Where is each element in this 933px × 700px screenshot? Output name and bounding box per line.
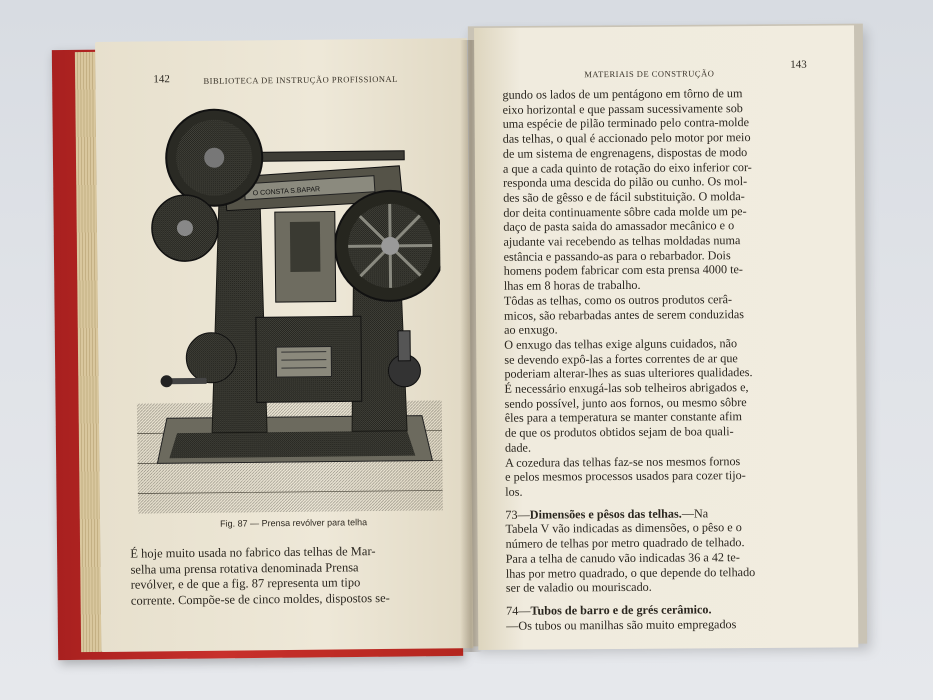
right-running-head: MATERIAIS DE CONSTRUÇÃO (584, 68, 715, 80)
section-number: 74— (506, 603, 531, 618)
text-line: des são de gêsso e de fácil substituição. O molda- (503, 189, 745, 205)
text-line: das telhas, o qual é accionado pelo motor por meio (502, 130, 751, 146)
figure-caption: Fig. 87 — Prensa revólver para telha (219, 517, 368, 529)
section-heading-rest: —Na (681, 506, 709, 521)
text-line: revólver, e de que a fig. 87 representa um tipo (130, 575, 361, 592)
text-line: los. (505, 484, 523, 499)
section-number: 73— (505, 507, 530, 522)
text-line: homens podem fabricar com esta prensa 4000 te- (503, 262, 744, 279)
text-line: Tabela V vão indicadas as dimensões, o pêso e o (505, 520, 742, 537)
text-line: O enxugo das telhas exige alguns cuidados, não (504, 336, 738, 352)
text-line: —Os tubos ou manilhas são muito empregados (506, 616, 737, 633)
text-line: gundo os lados de um pentágono em tôrno de um (502, 86, 743, 102)
text-line: corrente. Compõe-se de cinco moldes, dispostos se- (130, 590, 390, 608)
press-engraving (134, 100, 443, 513)
text-line: micos, são rebarbadas antes de serem conduzidas (503, 306, 744, 323)
section-title: Tubos de barro e de grés cerâmico. (530, 602, 712, 618)
text-line: a que a cada quinto de rotação do eixo inferior cor- (502, 159, 752, 176)
text-line: daço de pasta saida do amassador mecânico e o (503, 218, 735, 235)
text-line: Para a telha de canudo vão indicadas 36 a 42 te- (505, 549, 740, 566)
text-line: É necessário enxugá-las sob telheiros abrigados e, (504, 380, 749, 396)
text-line: lhas por metro quadrado, o que depende do telhado (505, 564, 756, 581)
text-line: de um sistema de engrenagens, dispostas de modo (502, 144, 748, 161)
text-line: se devendo expô-las a fortes correntes de ar que (504, 350, 738, 367)
text-line: lhas em 8 horas de trabalho. (503, 277, 641, 293)
section-title: Dimensões e pêsos das telhas. (529, 506, 682, 522)
text-line: e pelos mesmos processos usados para cozer tijo- (505, 468, 746, 485)
text-line: A cozedura das telhas faz-se nos mesmos fornos (504, 453, 741, 470)
text-line: ser de valadio ou mouriscado. (505, 579, 652, 595)
left-body-text (130, 544, 390, 609)
left-page-number: 142 (153, 73, 170, 86)
text-line: Tôdas as telhas, como os outros produtos cerâ- (503, 292, 733, 308)
right-page-number: 143 (790, 58, 807, 71)
text-line: número de telhas por metro quadrado de telhado. (505, 535, 745, 551)
text-line: selha uma prensa rotativa denominada Prensa (130, 559, 359, 577)
left-page (95, 38, 473, 652)
text-line: ajudante vai recebendo as telhas moldadas numa (503, 233, 741, 249)
text-line: É hoje muito usada no fabrico das telhas de Mar- (130, 544, 376, 561)
text-line: êles para a temperatura se manter constante afim (504, 409, 742, 426)
text-line: sendo possível, junto aos fornos, ou mesmo sôbre (504, 394, 747, 411)
right-page (474, 25, 858, 650)
text-line: eixo horizontal e que passam sucessivamente sob (502, 100, 743, 117)
left-running-head: BIBLIOTECA DE INSTRUÇÃO PROFISSIONAL (203, 73, 398, 86)
text-line: responda uma descida do pilão ou cunho. Os mol- (503, 174, 748, 191)
text-line: poderiam alterar-lhes as suas ulteriores qualidades. (504, 365, 753, 382)
right-body-text (502, 86, 755, 633)
text-line: de que os produtos obtidos sejam de boa quali- (504, 424, 734, 440)
text-line: uma espécie de pilão terminado pelo contra-molde (502, 115, 750, 132)
text-line: dade. (504, 440, 532, 455)
engraving-plate-text: O CONSTA S.BAPAR (252, 186, 321, 198)
text-line: estância e passando-as para o rebarbador. Dois (503, 247, 731, 264)
text-line: ao enxugo. (504, 322, 558, 338)
text-line: dor deita continuamente sôbre cada molde um pe- (503, 203, 747, 220)
